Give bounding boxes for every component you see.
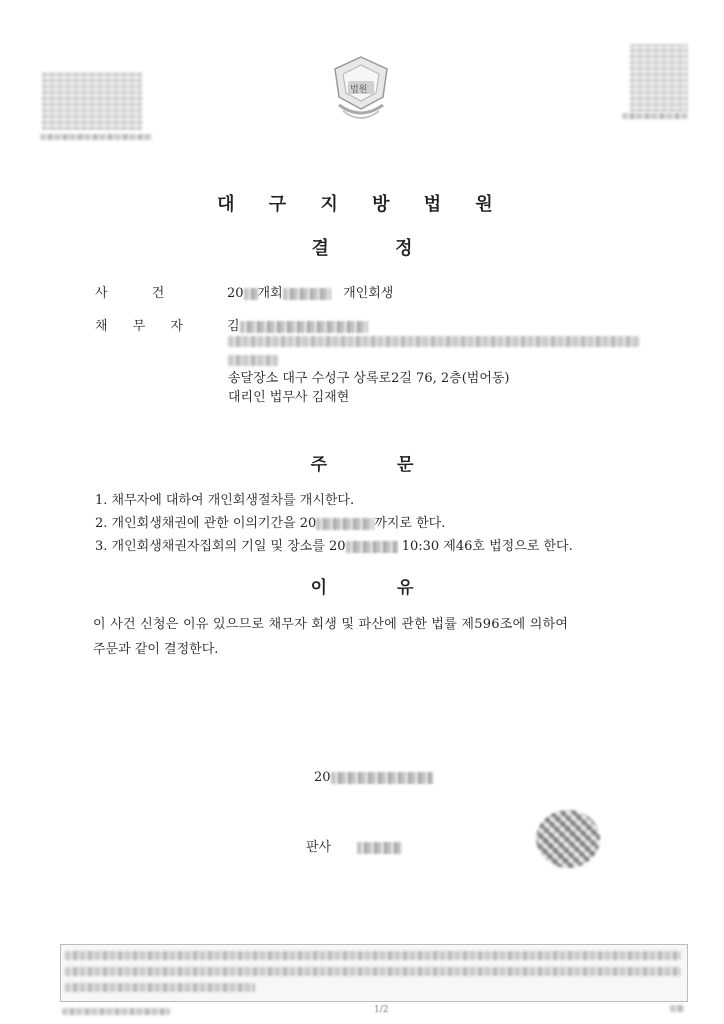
service-address: 송달장소 대구 수성구 상록로2길 76, 2층(범어동) (228, 371, 510, 386)
redacted-decision-date (331, 772, 433, 784)
order-heading (0, 450, 724, 475)
court-emblem (331, 55, 391, 127)
order-heading-text: 주 문 (310, 455, 414, 475)
redacted-case-year (244, 288, 258, 300)
footer-right-mark (670, 1005, 684, 1012)
redacted-case-number (283, 288, 331, 300)
debtor-label-text: 채 무 자 (95, 319, 183, 334)
redacted-meeting-date (346, 541, 398, 553)
judge-line (306, 836, 401, 855)
order-item-text: 개인회생채권자집회의 기일 및 장소를 (111, 539, 325, 554)
reason-line-2: 주문과 같이 결정한다. (93, 642, 219, 657)
top-left-stamp (42, 72, 142, 130)
case-label (95, 282, 185, 301)
case-label-text: 사 건 (95, 286, 165, 301)
debtor-label (95, 315, 185, 334)
order-item-text: 채무자에 대하여 개인회생절차를 개시한다. (111, 493, 355, 508)
order-item-number: 2. (95, 516, 108, 531)
redacted-debtor-address-line2 (228, 355, 278, 366)
top-left-stamp-caption (40, 134, 152, 140)
redacted-notice-line-2 (65, 967, 681, 976)
debtor-agent: 대리인 법무사 김재현 (228, 390, 350, 405)
top-right-qr-caption (622, 113, 688, 119)
redacted-judge-name (357, 842, 401, 854)
decision-date-prefix: 20 (314, 770, 331, 785)
reason-heading (0, 573, 724, 598)
order-item-text-end: 까지로 한다. (374, 516, 446, 531)
reason-heading-text: 이 유 (310, 578, 414, 598)
case-type: 개회 (257, 286, 283, 301)
document-title (0, 234, 724, 260)
case-category: 개인회생 (343, 286, 394, 301)
court-name: 대 구 지 방 법 원 (217, 194, 507, 215)
case-year-prefix: 20 (227, 286, 244, 301)
objection-date-prefix: 20 (299, 516, 317, 531)
court-emblem-label: 법원 (350, 85, 368, 95)
redacted-notice-line-1 (65, 951, 681, 960)
order-item-number: 3. (95, 539, 108, 554)
order-item-text-end: 10:30 제46호 법정으로 한다. (401, 539, 573, 554)
reason-line-1: 이 사건 신청은 이유 있으므로 채무자 회생 및 파산에 관한 법률 제596조에 의하여 (93, 617, 569, 632)
order-item-1 (95, 489, 354, 508)
footer-notice-box (60, 944, 688, 1002)
case-number (227, 282, 393, 301)
order-item-3 (95, 535, 573, 554)
footer-code (62, 1008, 170, 1015)
order-item-2 (95, 512, 445, 531)
footer-page-number: 1/2 (374, 1005, 389, 1015)
debtor-name (227, 315, 368, 334)
judge-label: 판사 (306, 840, 332, 855)
document-title-text: 결 정 (311, 238, 413, 259)
redacted-debtor-details (240, 321, 368, 333)
judge-seal (536, 810, 600, 868)
decision-date (314, 770, 433, 785)
redacted-debtor-address-line1 (228, 336, 640, 347)
order-item-text: 개인회생채권에 관한 이의기간을 (111, 516, 296, 531)
redacted-objection-date (316, 518, 374, 530)
meeting-date-prefix: 20 (329, 539, 346, 554)
redacted-notice-line-3 (65, 983, 255, 992)
top-right-qr (630, 44, 688, 112)
order-item-number: 1. (95, 493, 108, 508)
debtor-name-initial: 김 (227, 319, 240, 334)
